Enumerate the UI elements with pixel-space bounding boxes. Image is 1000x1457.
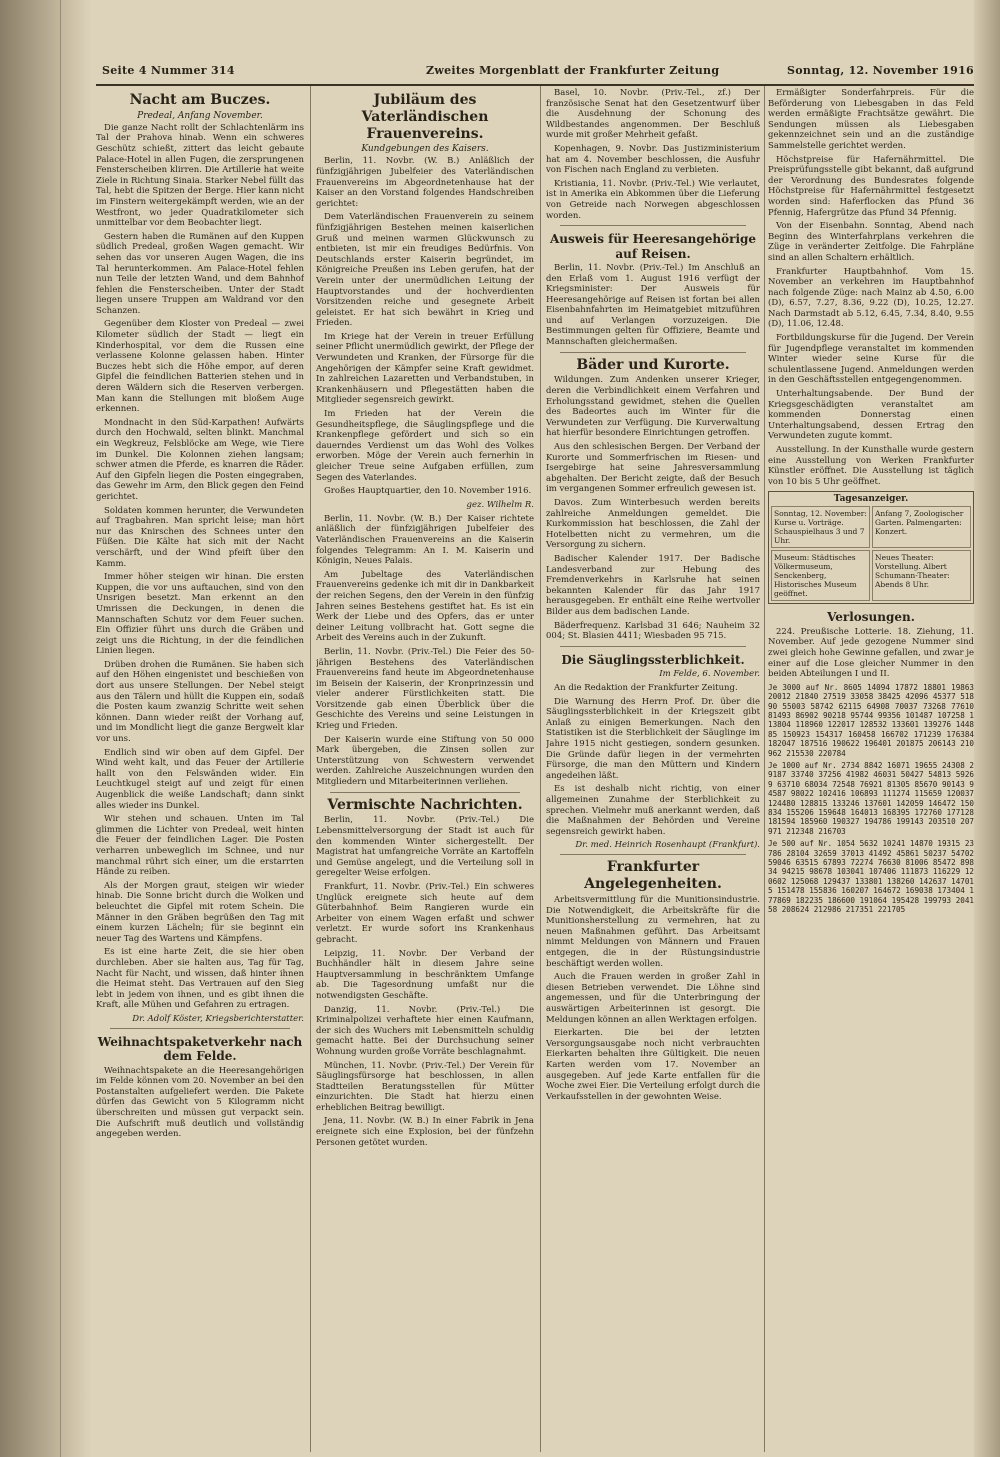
section-title: Bäder und Kurorte. [576, 356, 730, 373]
spine-fold-line [60, 0, 61, 1457]
signature: gez. Wilhelm R. [466, 499, 534, 510]
section-title: Verlosungen. [827, 610, 915, 625]
divider [110, 1028, 290, 1029]
article-title: Nacht am Buczes. [129, 92, 271, 108]
column-4 [768, 88, 974, 1453]
paragraph: Auch die Frauen werden in großer Zahl in diesen Betrieben verwendet. Die Löhne sind angemessen, und für die Unterbringung der auswärtigen Arbeiterinnen ist gesorgt. Die Meldungen können an allen Werktagen erfolgen. [546, 972, 760, 1025]
paragraph: Berlin, 11. Novbr. (Priv.-Tel.) Die Lebensmittelversorgung der Stadt ist auch für den kommenden Winter sichergestellt. Der Magistrat hat umfangreiche Vorräte an Kartoffeln und Gemüse angelegt, und die Verteilung soll in geregelter Weise erfolgen. [316, 815, 534, 879]
lottery-numbers: Je 500 auf Nr. 1054 5632 10241 14870 19315 23786 28104 32659 37013 41492 45861 50237 54702 59046 63515 67893 72274 76630 81006 85472 89834 94215 98678 103041 107406 111873 116229 120602 125068 129437 133801 138260 142637 147015 151478 155836 160207 164672 169038 173404 177869 182235 186600 191064 195428 199793 204158 208624 212986 217351 221705 [768, 839, 974, 915]
paragraph: Badischer Kalender 1917. Der Badische Landesverband zur Hebung des Fremdenverkehrs in Karlsruhe hat seinen bekannten Kalender für das Jahr 1917 herausgegeben. Er enthält eine Reihe wertvoller Bilder aus dem badischen Lande. [546, 553, 760, 617]
paragraph: München, 11. Novbr. (Priv.-Tel.) Der Verein für Säuglingsfürsorge hat beschlossen, in allen Stadtteilen Beratungsstellen für Mütter einzurichten. Die Stadt hat hierzu einen erheblichen Beitrag bewilligt. [316, 1060, 534, 1113]
paragraph: Am Jubeltage des Vaterländischen Frauenvereins gedenke ich mit dir in Dankbarkeit der reichen Segens, den der Verein in den fünfzig Jahren seines Bestehens gestiftet hat. Es ist ein Werk der Liebe und des Opfers, das er unter deiner Leitung vollbracht hat. Gott segne die Arbeit des Vereins auch in der Zukunft. [316, 569, 534, 644]
section-title: Weihnachtspaketverkehr nach dem Felde. [97, 1034, 303, 1064]
paragraph: Davos. Zum Winterbesuch werden bereits zahlreiche Anmeldungen gemeldet. Die Kurkommission hat beschlossen, die Zahl der Hotelbetten nicht zu vermehren, um die Versorgung zu sichern. [546, 497, 760, 551]
paragraph: Höchstpreise für Hafernährmittel. Die Preisprüfungsstelle gibt bekannt, daß aufgrund der Verordnung des Bundesrates folgende Höchstpreise für Hafernährmittel festgesetzt worden sind: Haferflocken das Pfund 36 Pfennig, Hafergrütze das Pfund 34 Pfennig. [768, 154, 974, 218]
paragraph: Der Kaiserin wurde eine Stiftung von 50 000 Mark übergeben, die Zinsen sollen zur Unterstützung von Schwestern verwendet werden. Zahlreiche Auszeichnungen wurden den Mitgliedern und Mitarbeiterinnen verliehen. [316, 734, 534, 788]
paragraph: Ermäßigter Sonderfahrpreis. Für die Beförderung von Liebesgaben in das Feld werden ermäßigte Frachtsätze gewährt. Die Sendungen müssen als Liebesgaben gekennzeichnet sein und an die zuständige Sammelstelle gerichtet werden. [768, 88, 974, 151]
paragraph: Die Warnung des Herrn Prof. Dr. über die Säuglingssterblichkeit in der Kriegszeit gibt Anlaß zu einigen Bemerkungen. Nach den Statistiken ist die Sterblichkeit der Säuglinge im Jahre 1915 nicht gestiegen, sondern gesunken. Die Gründe dafür liegen in der vermehrten Fürsorge, die man den Müttern und Kindern angedeihen läßt. [546, 696, 760, 781]
paragraph: Wir stehen und schauen. Unten im Tal glimmen die Lichter von Predeal, weit hinten die Feuer der feindlichen Lager. Die Posten verharren unbeweglich im Schnee, und nur manchmal rührt sich einer, um die erstarrten Hände zu reiben. [96, 814, 304, 878]
article-dateline: Predeal, Anfang November. [137, 110, 263, 121]
listing-cell: Neues Theater: Vorstellung. Albert Schumann-Theater: Abends 8 Uhr. [872, 550, 971, 601]
paragraph: Leipzig, 11. Novbr. Der Verband der Buchhändler hält in diesem Jahre seine Hauptversammlung in beschränktem Umfange ab. Die Tagesordnung umfaßt nur die notwendigsten Geschäfte. [316, 948, 534, 1001]
section-title: Ausweis für Heeresangehörige auf Reisen. [549, 232, 757, 261]
lottery-numbers: Je 3000 auf Nr. 8605 14094 17872 18801 19863 20012 21840 27519 33058 38425 42096 45377 51890 55003 58742 62115 64908 70037 73268 77610 81493 86902 90218 95744 99356 101487 107258 113804 118960 122017 128532 133601 139276 144885 150923 154317 160458 166702 171239 176384 182047 187516 190622 196401 201875 206143 210962 215530 220784 [768, 682, 974, 758]
column-rule [764, 86, 765, 1452]
divider [560, 646, 746, 647]
paragraph: Endlich sind wir oben auf dem Gipfel. Der Wind weht kalt, und das Feuer der Artillerie hallt von den Felswänden wider. Ein Leuchtkugel steigt auf und zeigt für einen Augenblick die weiße Landschaft; dann sinkt alles wieder ins Dunkel. [96, 747, 304, 811]
column-rule [540, 86, 541, 1452]
divider [330, 792, 520, 793]
paragraph: Es ist eine harte Zeit, die sie hier oben durchleben. Aber sie halten aus, Tag für Tag, Nacht für Nacht, und wissen, daß hinter ihnen die Heimat steht. Das Vertrauen auf den Sieg lebt in jedem von ihnen, und es gibt ihnen die Kraft, alle Mühen und Gefahren zu ertragen. [96, 947, 304, 1011]
column-3 [546, 88, 760, 1453]
article-title: Jubiläum des Vaterländischen Frauenvereins. [361, 92, 489, 142]
paragraph: Bäderfrequenz. Karlsbad 31 646; Nauheim 32 004; St. Blasien 4411; Wiesbaden 95 715. [546, 620, 760, 642]
paragraph: Danzig, 11. Novbr. (Priv.-Tel.) Die Kriminalpolizei verhaftete hier einen Kaufmann, der sich des Wuchers mit Lebensmitteln schuldig gemacht hatte. Bei der Durchsuchung seiner Wohnung wurden große Vorräte beschlagnahmt. [316, 1004, 534, 1057]
listing-cell: Sonntag, 12. November: Kurse u. Vorträge. Schauspielhaus 3 und 7 Uhr. [771, 506, 870, 548]
paragraph: Berlin, 11. Novbr. (Priv.-Tel.) Die Feier des 50-jährigen Bestehens des Vaterländischen Frauenvereins fand heute im Abgeordnetenhause im Beisein der Kaiserin, der Kronprinzessin und vieler anderer Fürstlichkeiten statt. Die Vorsitzende gab einen Überblick über die Geschichte des Vereins und seine Leistungen in Krieg und Frieden. [316, 646, 534, 732]
paragraph: Drüben drohen die Rumänen. Sie haben sich auf den Höhen eingenistet und beschießen von dort aus unsere Stellungen. Der Nebel steigt aus den Tälern und hüllt die Kuppen ein, sodaß die Posten kaum zwanzig Schritte weit sehen können. Dann wieder reißt der Vorhang auf, und im Mondlicht liegt die ganze Bergwelt klar vor uns. [96, 659, 304, 745]
paragraph: Berlin, 11. Novbr. (Priv.-Tel.) Im Anschluß an den Erlaß vom 1. August 1916 verfügt der Kriegsminister: Der Ausweis für Heeresangehörige auf Reisen ist fortan bei allen Eisenbahnfahrten im Heimatgebiet mitzuführen und auf Verlangen vorzuzeigen. Die Bestimmungen gelten für Offiziere, Beamte und Mannschaften gleichermaßen. [546, 262, 760, 348]
paragraph: Jena, 11. Novbr. (W. B.) In einer Fabrik in Jena ereignete sich eine Explosion, bei der fünfzehn Personen getötet wurden. [316, 1116, 534, 1148]
column-1 [96, 88, 304, 1453]
newspaper-title: Zweites Morgenblatt der Frankfurter Zeitung [426, 64, 720, 77]
paragraph: 224. Preußische Lotterie. 18. Ziehung, 11. November. Auf jede gezogene Nummer sind zwei gleich hohe Gewinne gefallen, und zwar je einer auf die Lose gleicher Nummer in den beiden Abteilungen I und II. [768, 626, 974, 680]
article-subtitle: Kundgebungen des Kaisers. [361, 144, 489, 155]
article-author: Dr. med. Heinrich Rosenhaupt (Frankfurt). [575, 840, 760, 851]
book-spine [0, 0, 92, 1457]
paragraph: Von der Eisenbahn. Sonntag, Abend nach Beginn des Winterfahrplans verkehren die Züge in veränderter Zeitfolge. Die Fahrpläne sind an allen Schaltern erhältlich. [768, 221, 974, 263]
paragraph: Dem Vaterländischen Frauenverein zu seinem fünfzigjährigen Bestehen meinen kaiserlichen Gruß und meinen warmen Glückwunsch zu entbieten, ist mir ein freudiges Bedürfnis. Von Deutschlands erster Kaiserin begründet, im Königreiche Preußen ins Leben gerufen, hat der Verein unter der unermüdlichen Leitung der Hauptvorstandes und der hochverdienten Vorsitzenden reiche und gesegnete Arbeit geleistet. Er hat sich bewährt in Krieg und Frieden. [316, 212, 534, 329]
column-rule [310, 86, 311, 1452]
paragraph: Die ganze Nacht rollt der Schlachtenlärm ins Tal der Prahova hinab. Wenn ein schweres Geschütz schießt, zittert das leicht gebaute Palace-Hotel in allen Fugen, die zersprungenen Fensterscheiben klirren. Die Artillerie hat weite Ziele in Richtung Sinaia. Starker Nebel füllt das Tal, hebt die Spitzen der Berge. Hier kann nicht im Finstern weitergekämpft werden, wie an der Westfront, wo jeder Quadratkilometer sich unmittelbar vor dem Beobachter liegt. [96, 122, 304, 229]
paragraph: Weihnachtspakete an die Heeresangehörigen im Felde können vom 20. November an bei den Postanstalten aufgeliefert werden. Die Pakete dürfen das Gewicht von 5 Kilogramm nicht überschreiten und müssen gut verpackt sein. Die Aufschrift muß deutlich und vollständig angegeben werden. [96, 1065, 304, 1140]
page-edge [974, 0, 1000, 1457]
paragraph: Frankfurt, 11. Novbr. (Priv.-Tel.) Ein schweres Unglück ereignete sich heute auf dem Güterbahnhof. Beim Rangieren wurde ein Arbeiter von einem Wagen erfaßt und schwer verletzt. Er wurde sofort ins Krankenhaus gebracht. [316, 882, 534, 945]
paragraph: Eierkarten. Die bei der letzten Versorgungsausgabe noch nicht verbrauchten Eierkarten behalten ihre Gültigkeit. Die neuen Karten werden vom 17. November an ausgegeben. Auf jede Karte entfallen für die Woche zwei Eier. Die Verteilung erfolgt durch die Verkaufsstellen in der gewohnten Weise. [546, 1028, 760, 1102]
paragraph: Soldaten kommen herunter, die Verwundeten auf Tragbahren. Man spricht leise; man hört nur das Knirschen des Schnees unter den Füßen. Die Kälte hat sich mit der Nacht verschärft, und der Wind pfeift über den Kamm. [96, 505, 304, 569]
listing-cell: Museum: Städtisches Völkermuseum, Senckenberg, Historisches Museum geöffnet. [771, 550, 870, 601]
column-2 [316, 88, 534, 1453]
daily-listings-box [768, 491, 974, 604]
paragraph: Kristiania, 11. Novbr. (Priv.-Tel.) Wie verlautet, ist in Amerika ein Abkommen über die Lieferung von Getreide nach Norwegen abgeschlossen worden. [546, 178, 760, 221]
divider [560, 854, 746, 855]
paragraph: Großes Hauptquartier, den 10. November 1916. [324, 486, 532, 497]
article-body [96, 123, 304, 1011]
paragraph: Ausstellung. In der Kunsthalle wurde gestern eine Ausstellung von Werken Frankfurter Künstler eröffnet. Die Ausstellung ist täglich von 10 bis 5 Uhr geöffnet. [768, 445, 974, 487]
divider [560, 352, 746, 353]
section-title: Frankfurter Angelegenheiten. [584, 859, 722, 893]
page-number: Seite 4 Nummer 314 [102, 64, 235, 77]
lottery-numbers: Je 1000 auf Nr. 2734 8842 16071 19655 24308 29187 33740 37256 41982 46031 50427 54813 59269 63710 68034 72548 76921 81305 85670 90143 94587 98022 102416 106893 111274 115659 120037 124480 128815 133246 137601 142059 146472 150834 155206 159648 164013 168395 172760 177128 181594 185960 190327 194786 199143 203510 207971 212348 216703 [768, 760, 974, 836]
masthead [96, 62, 974, 86]
paragraph: Es ist deshalb nicht richtig, von einer allgemeinen Zunahme der Sterblichkeit zu sprechen. Vielmehr muß anerkannt werden, daß die Maßnahmen der Behörden und Vereine segensreich gewirkt haben. [546, 784, 760, 837]
section-title: Die Säuglingssterblichkeit. [561, 652, 745, 667]
paragraph: Als der Morgen graut, steigen wir wieder hinab. Die Sonne bricht durch die Wolken und beleuchtet die Gipfel mit rotem Schein. Die Männer in den Gräben begrüßen den Tag mit einem kurzen Lächeln; für sie beginnt ein neuer Tag des Wartens und Kämpfens. [96, 880, 304, 944]
paragraph: Im Kriege hat der Verein in treuer Erfüllung seiner Pflicht unermüdlich gewirkt, der Pflege der Verwundeten und Kranken, der Fürsorge für die Angehörigen der Kämpfer seine Kraft gewidmet. In zahlreichen Lazaretten und Verbandstuben, in Krankenhäusern und Pflegestätten haben die Mitglieder segensreich gewirkt. [316, 331, 534, 406]
section-title: Vermischte Nachrichten. [327, 796, 523, 813]
paragraph: Basel, 10. Novbr. (Priv.-Tel., zf.) Der französische Senat hat den Gesetzentwurf über die Ausdehnung der Schonung des Wildbestandes angenommen. Der Beschluß wurde mit großer Mehrheit gefaßt. [546, 88, 760, 141]
paragraph: Im Frieden hat der Verein die Gesundheitspflege, die Säuglingspflege und die Krankenpflege gefördert und sich so ein dauerndes Verdienst um das Wohl des Volkes erworben. Möge der Verein auch fernerhin in gleicher Treue seine Aufgaben erfüllen, zum Segen des Vaterlandes. [316, 409, 534, 483]
paragraph: Berlin, 11. Novbr. (W. B.) Anläßlich der fünfzigjährigen Jubelfeier des Vaterländischen Frauenvereins im Abgeordnetenhause hat der Kaiser an den Vorstand folgendes Handschreiben gerichtet: [316, 156, 534, 209]
article-author: Dr. Adolf Köster, Kriegsberichterstatter. [132, 1013, 304, 1024]
paragraph: Aus den schlesischen Bergen. Der Verband der Kurorte und Sommerfrischen im Riesen- und Isergebirge hat seine Jahresversammlung abgehalten. Der Bericht zeigte, daß der Besuch im vergangenen Sommer erfreulich gewesen ist. [546, 442, 760, 495]
paragraph: Gestern haben die Rumänen auf den Kuppen südlich Predeal, großen Wagen gemacht. Wir sehen das vor unseren Augen Wagen, die ins Tal herunterkommen. Am Palace-Hotel fehlen nun Teile der letzten Wand, und dem Bahnhof fehlen die Fensterscheiben. Unter der Stadt liegen unsere Truppen am Waldrand vor den Schanzen. [96, 231, 304, 316]
paragraph: Wildungen. Zum Andenken unserer Krieger, deren die Verbindlichkeit einem Verfahren und Erholungsstand gewidmet, stehen die Quellen des Badeortes auch im Winter für die Verwundeten zur Verfügung. Die Kurverwaltung hat hierfür besondere Einrichtungen getroffen. [546, 375, 760, 439]
listing-cell: Anfang 7, Zoologischer Garten. Palmengarten: Konzert. [872, 506, 971, 548]
listings-title: Tagesanzeiger. [833, 494, 909, 505]
paragraph: Kopenhagen, 9. Novbr. Das Justizministerium hat am 4. November beschlossen, die Ausfuhr von Fischen nach England zu verbieten. [546, 143, 760, 176]
paragraph: Frankfurter Hauptbahnhof. Vom 15. November an verkehren im Hauptbahnhof nach folgende Züge: nach Mainz ab 4.50, 6.00 (D), 6.57, 7.27, 8.36, 9.22 (D), 10.25, 12.27. Nach Darmstadt ab 5.12, 6.45, 7.34, 8.40, 9.55 (D), 11.06, 12.48. [768, 266, 974, 330]
paragraph: An die Redaktion der Frankfurter Zeitung. [554, 683, 738, 694]
issue-date: Sonntag, 12. November 1916 [787, 64, 974, 77]
paragraph: Arbeitsvermittlung für die Munitionsindustrie. Die Notwendigkeit, die Arbeitskräfte für die Munitionsherstellung zu vermehren, hat zu neuen Maßnahmen geführt. Das Arbeitsamt nimmt Meldungen von Männern und Frauen entgegen, die in der Rüstungsindustrie beschäftigt werden wollen. [546, 895, 760, 969]
paragraph: Unterhaltungsabende. Der Bund der Kriegsgeschädigten veranstaltet am kommenden Donnerstag einen Unterhaltungsabend, dessen Ertrag den Verwundeten zugute kommt. [768, 389, 974, 442]
paragraph: Berlin, 11. Novbr. (W. B.) Der Kaiser richtete anläßlich der fünfzigjährigen Jubelfeier des Vaterländischen Frauenvereins an die Kaiserin folgendes Telegramm: An I. M. Kaiserin und Königin, Neues Palais. [316, 513, 534, 567]
paragraph: Gegenüber dem Kloster von Predeal — zwei Kilometer südlich der Stadt — liegt ein Kinderhospital, vor dem die Russen eine verlassene Kolonne gelassen haben. Hinter Buczes hebt sich die Höhe empor, auf deren Gipfel die feindlichen Batterien stehen und in deren Wäldern sich die Reserven verbergen. Man kann die Stellungen mit bloßem Auge erkennen. [96, 319, 304, 415]
divider [560, 225, 746, 226]
listings-grid [771, 506, 971, 601]
article-dateline: Im Felde, 6. November. [659, 669, 760, 680]
paragraph: Immer höher steigen wir hinan. Die ersten Kuppen, die vor uns auftauchen, sind von den Unsrigen besetzt. Man erkennt an den Umrissen die Deckungen, in denen die Mannschaften Schutz vor dem Feuer suchen. Ein Offizier führt uns durch die Gräben und zeigt uns die Richtung, in der die feindlichen Linien liegen. [96, 572, 304, 657]
paragraph: Fortbildungskurse für die Jugend. Der Verein für Jugendpflege veranstaltet im kommenden Winter wieder seine Kurse für die schulentlassene Jugend. Anmeldungen werden in den Geschäftsstellen entgegengenommen. [768, 333, 974, 386]
paragraph: Mondnacht in den Süd-Karpathen! Aufwärts durch den Hochwald, selten blinkt. Manchmal ein Wegkreuz, Felsblöcke am Wege, wie Tiere im Dunkel. Die Kolonnen ziehen langsam; schwer atmen die Pferde, es knarren die Räder. Auf den Gipfeln liegen die Posten eingegraben, das Gewehr im Arm, den Blick gegen den Feind gerichtet. [96, 417, 304, 502]
